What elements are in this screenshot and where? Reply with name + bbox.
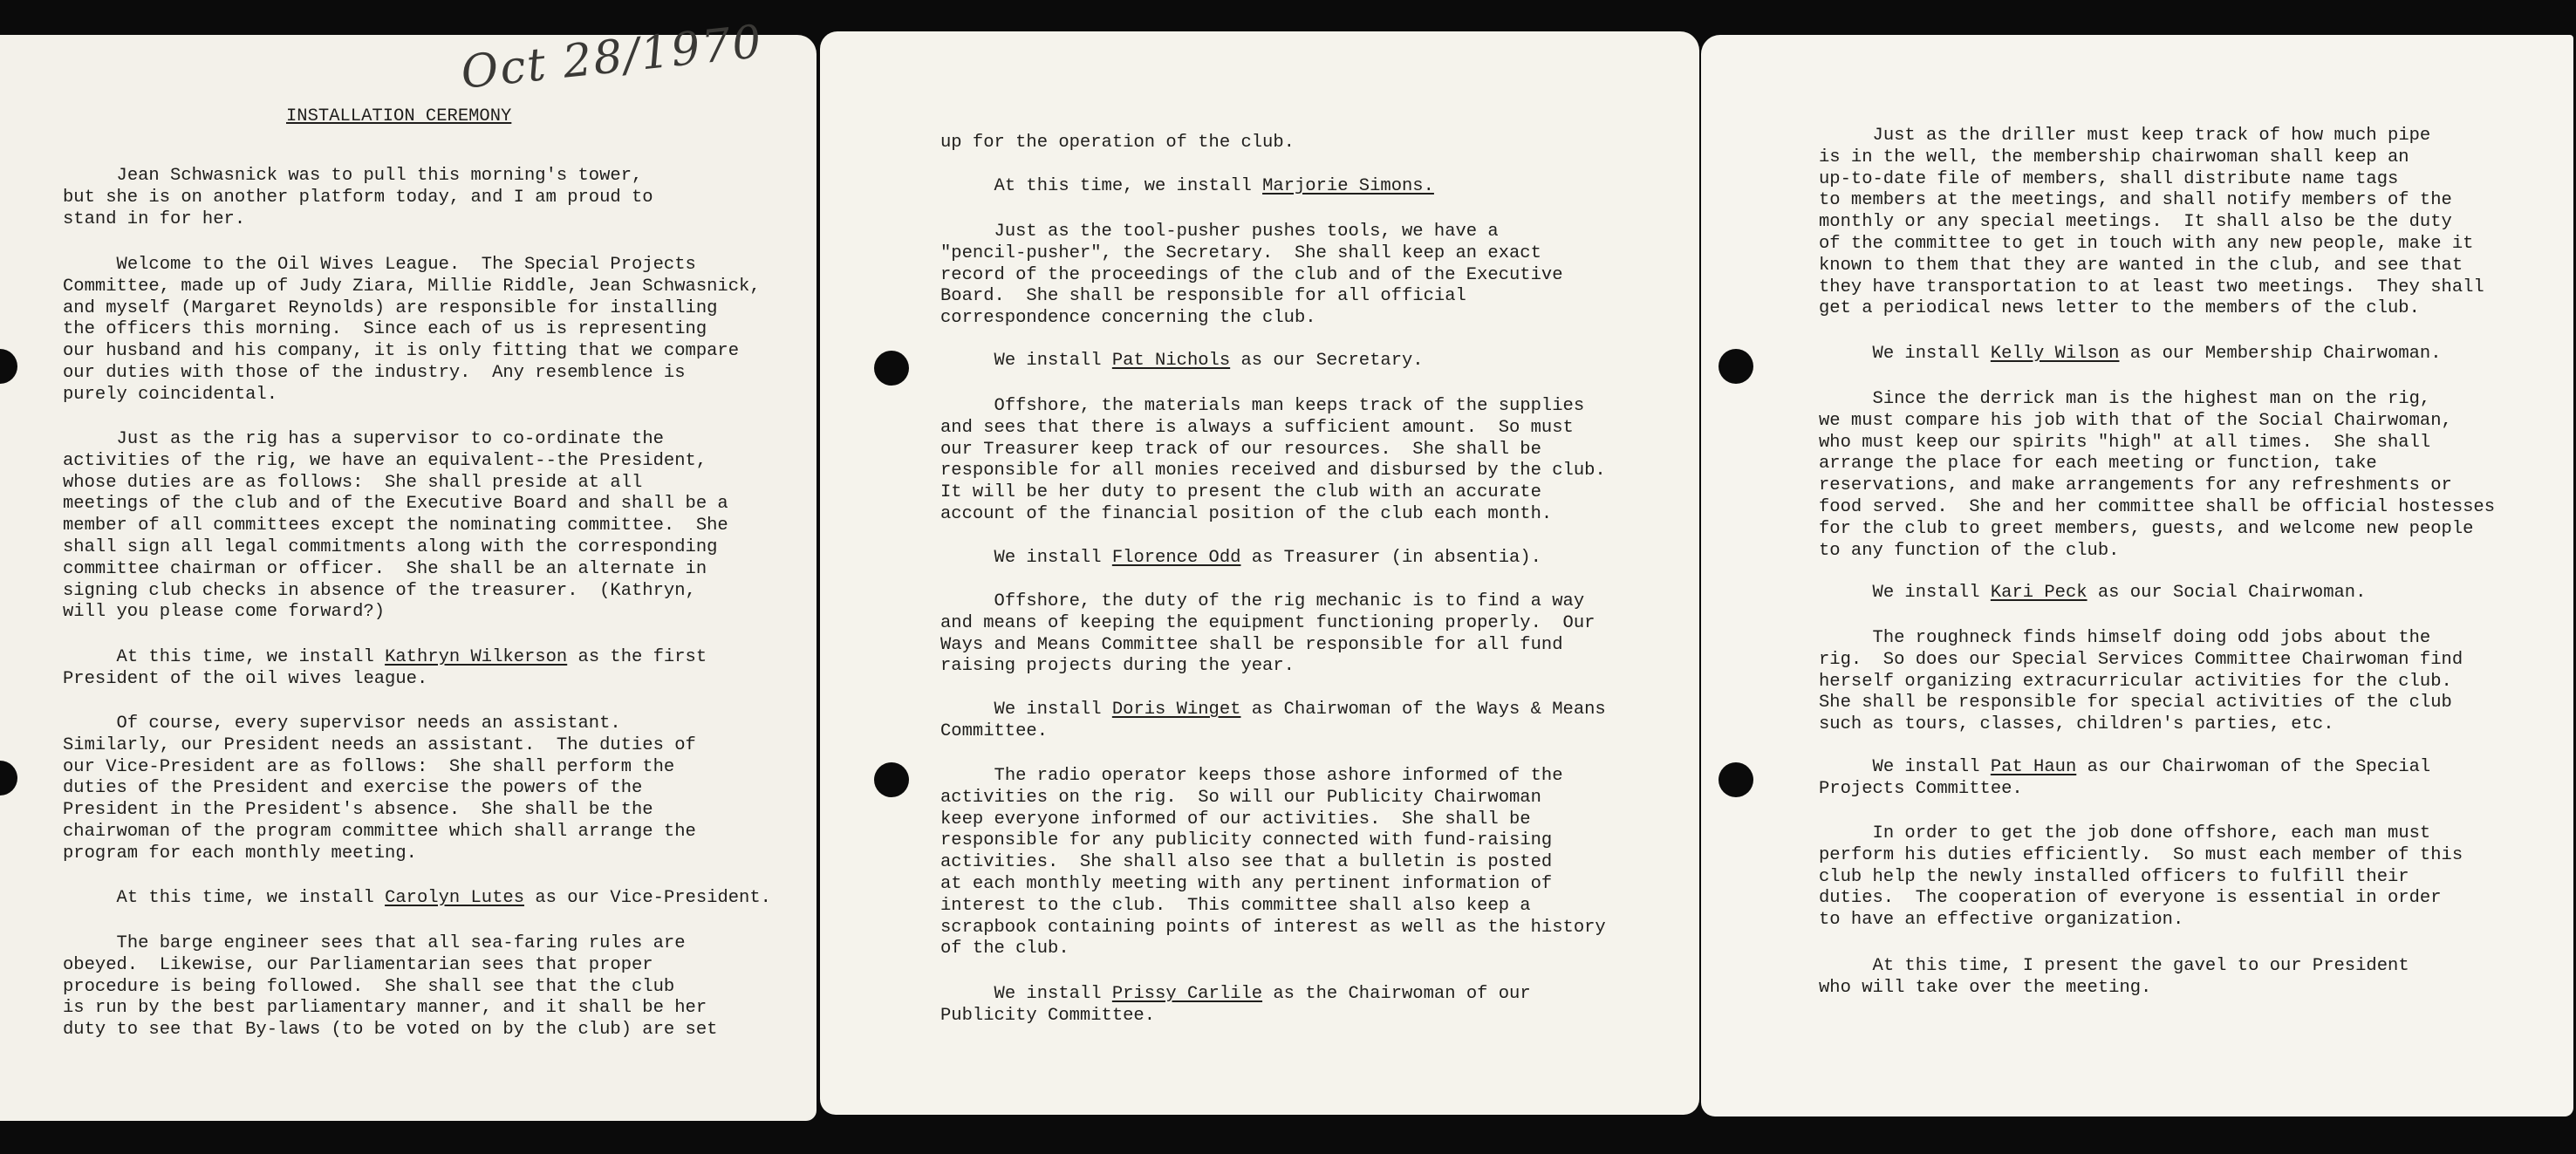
paragraph: The radio operator keeps those ashore informed of the activities on the rig. So will our Publicity Chairwoman keep everyone informed of our activities. She shall be responsible for any publicity connected with fund-raising activities. She shall also see that a bulletin is posted at each monthly meeting with any pertinent information of interest to the club. This committee shall also keep a scrapbook containing points of interest as well as the history of the club. bbox=[940, 766, 1606, 959]
paragraph: Jean Schwasnick was to pull this morning's tower, but she is on another platform today, and I am proud to stand in for her. bbox=[63, 166, 653, 229]
paragraph: Just as the driller must keep track of how much pipe is in the well, the membership chairwoman shall keep an up-to-date file of members, shall distribute name tags to members at the meetings, and shall notify members of the monthly or any special meetings. It shall also be the duty of the committee to get in touch with any new people, make it known to them that they are wanted in the club, and see that they have transportation to at least two meetings. They shall get a periodical news letter to the members of the club. bbox=[1819, 126, 2484, 319]
paragraph: Just as the rig has a supervisor to co-ordinate the activities of the rig, we have an equivalent--the President, whose duties are as follows: She shall preside at all meetings of the club and of the Executive Board and shall be a member of all committees except the nominating committee. She shall sign all legal commitments along with the corresponding committee chairman or officer. She shall be an alternate in signing club checks in absence of the treasurer. (Kathryn, will you please come forward?) bbox=[63, 429, 728, 623]
document-page-2 bbox=[820, 31, 1699, 1115]
installation-line: We install Doris Winget as Chairwoman of the Ways & Means Committee. bbox=[940, 700, 1606, 741]
officer-name: Pat Nichols bbox=[1111, 351, 1231, 371]
punch-hole bbox=[874, 351, 909, 386]
officer-name: Carolyn Lutes bbox=[385, 888, 525, 908]
installation-line: We install Florence Odd as Treasurer (in absentia). bbox=[940, 548, 1541, 568]
paragraph: Offshore, the materials man keeps track of the supplies and sees that there is always a sufficient amount. So must our Treasurer keep track of our resources. She shall be responsible for all monies received and disbursed by the club. It will be her duty to present the club with an accurate account of the financial position of the club each month. bbox=[940, 396, 1606, 524]
installation-line: We install Prissy Carlile as the Chairwoman of our Publicity Committee. bbox=[940, 984, 1531, 1026]
paragraph: Of course, every supervisor needs an assistant. Similarly, our President needs an assistant. The duties of our Vice-President are as follows: She shall perform the duties of the President and exercise the powers of the President in the President's absence. She shall be the chairwoman of the program committee which shall arrange the program for each monthly meeting. bbox=[63, 714, 696, 864]
officer-name: Florence Odd bbox=[1111, 548, 1241, 568]
document-page-3 bbox=[1701, 35, 2573, 1116]
officer-name: Kelly Wilson bbox=[1990, 344, 2120, 364]
installation-line: We install Kelly Wilson as our Membership Chairwoman. bbox=[1819, 344, 2442, 364]
paragraph: Offshore, the duty of the rig mechanic is to find a way and means of keeping the equipment functioning properly. Our Ways and Means Committee shall be responsible for all fund raising projects during the year. bbox=[940, 591, 1595, 677]
paragraph: Just as the tool-pusher pushes tools, we have a "pencil-pusher", the Secretary. She shall keep an exact record of the proceedings of the club and of the Executive Board. She shall be responsible for all official correspondence concerning the club. bbox=[940, 222, 1563, 329]
officer-name: Kari Peck bbox=[1990, 583, 2087, 603]
paragraph: Welcome to the Oil Wives League. The Special Projects Committee, made up of Judy Ziara, Millie Riddle, Jean Schwasnick, and myself (Margaret Reynolds) are responsible for installing the officers this morning. Since each of us is representing our husband and his company, it is only fitting that we compare our duties with those of the industry. Any resemblence is purely coincidental. bbox=[63, 255, 761, 405]
officer-name: Marjorie Simons. bbox=[1262, 176, 1434, 196]
paragraph: The roughneck finds himself doing odd jobs about the rig. So does our Special Services Committee Chairwoman find herself organizing extracurricular activities for the club. She shall be responsible for special activities of the club such as tours, classes, children's parties, etc. bbox=[1819, 628, 2463, 735]
officer-name: Prissy Carlile bbox=[1111, 984, 1263, 1004]
installation-line: We install Pat Haun as our Chairwoman of the Special Projects Committee. bbox=[1819, 757, 2431, 799]
punch-hole bbox=[874, 762, 909, 797]
installation-line: We install Kari Peck as our Social Chairwoman. bbox=[1819, 583, 2367, 603]
installation-line: At this time, we install Marjorie Simons. bbox=[940, 176, 1434, 196]
page-title: INSTALLATION CEREMONY bbox=[286, 106, 512, 126]
paragraph: The barge engineer sees that all sea-faring rules are obeyed. Likewise, our Parliamentarian sees that proper procedure is being followed. She shall see that the club is run by the best parliamentary manner, and it shall be her duty to see that By-laws (to be voted on by the club) are set bbox=[63, 933, 718, 1041]
paragraph: Since the derrick man is the highest man on the rig, we must compare his job with that of the Social Chairwoman, who must keep our spirits "high" at all times. She shall arrange the place for each meeting or function, take reservations, and make arrangements for any refreshments or food served. She and her committee shall be official hostesses for the club to greet members, guests, and welcome new people to any function of the club. bbox=[1819, 389, 2496, 561]
installation-line: At this time, we install Carolyn Lutes as our Vice-President. bbox=[63, 888, 771, 908]
paragraph: up for the operation of the club. bbox=[940, 133, 1295, 153]
punch-hole bbox=[1718, 349, 1753, 384]
handwritten-date: Oct 28/1970 bbox=[458, 16, 766, 99]
officer-name: Kathryn Wilkerson bbox=[385, 647, 568, 667]
punch-hole bbox=[1718, 762, 1753, 797]
officer-name: Doris Winget bbox=[1111, 700, 1241, 720]
paragraph: At this time, I present the gavel to our President who will take over the meeting. bbox=[1819, 956, 2409, 998]
document-page-1 bbox=[0, 16, 817, 1121]
installation-line: At this time, we install Kathryn Wilkerson as the first President of the oil wives league. bbox=[63, 647, 707, 689]
officer-name: Pat Haun bbox=[1990, 757, 2077, 777]
installation-line: We install Pat Nichols as our Secretary. bbox=[940, 351, 1424, 371]
paragraph: In order to get the job done offshore, each man must perform his duties efficiently. So must each member of this club help the newly installed officers to fulfill their duties. The cooperation of everyone is essential in order to have an effective organization. bbox=[1819, 823, 2463, 931]
